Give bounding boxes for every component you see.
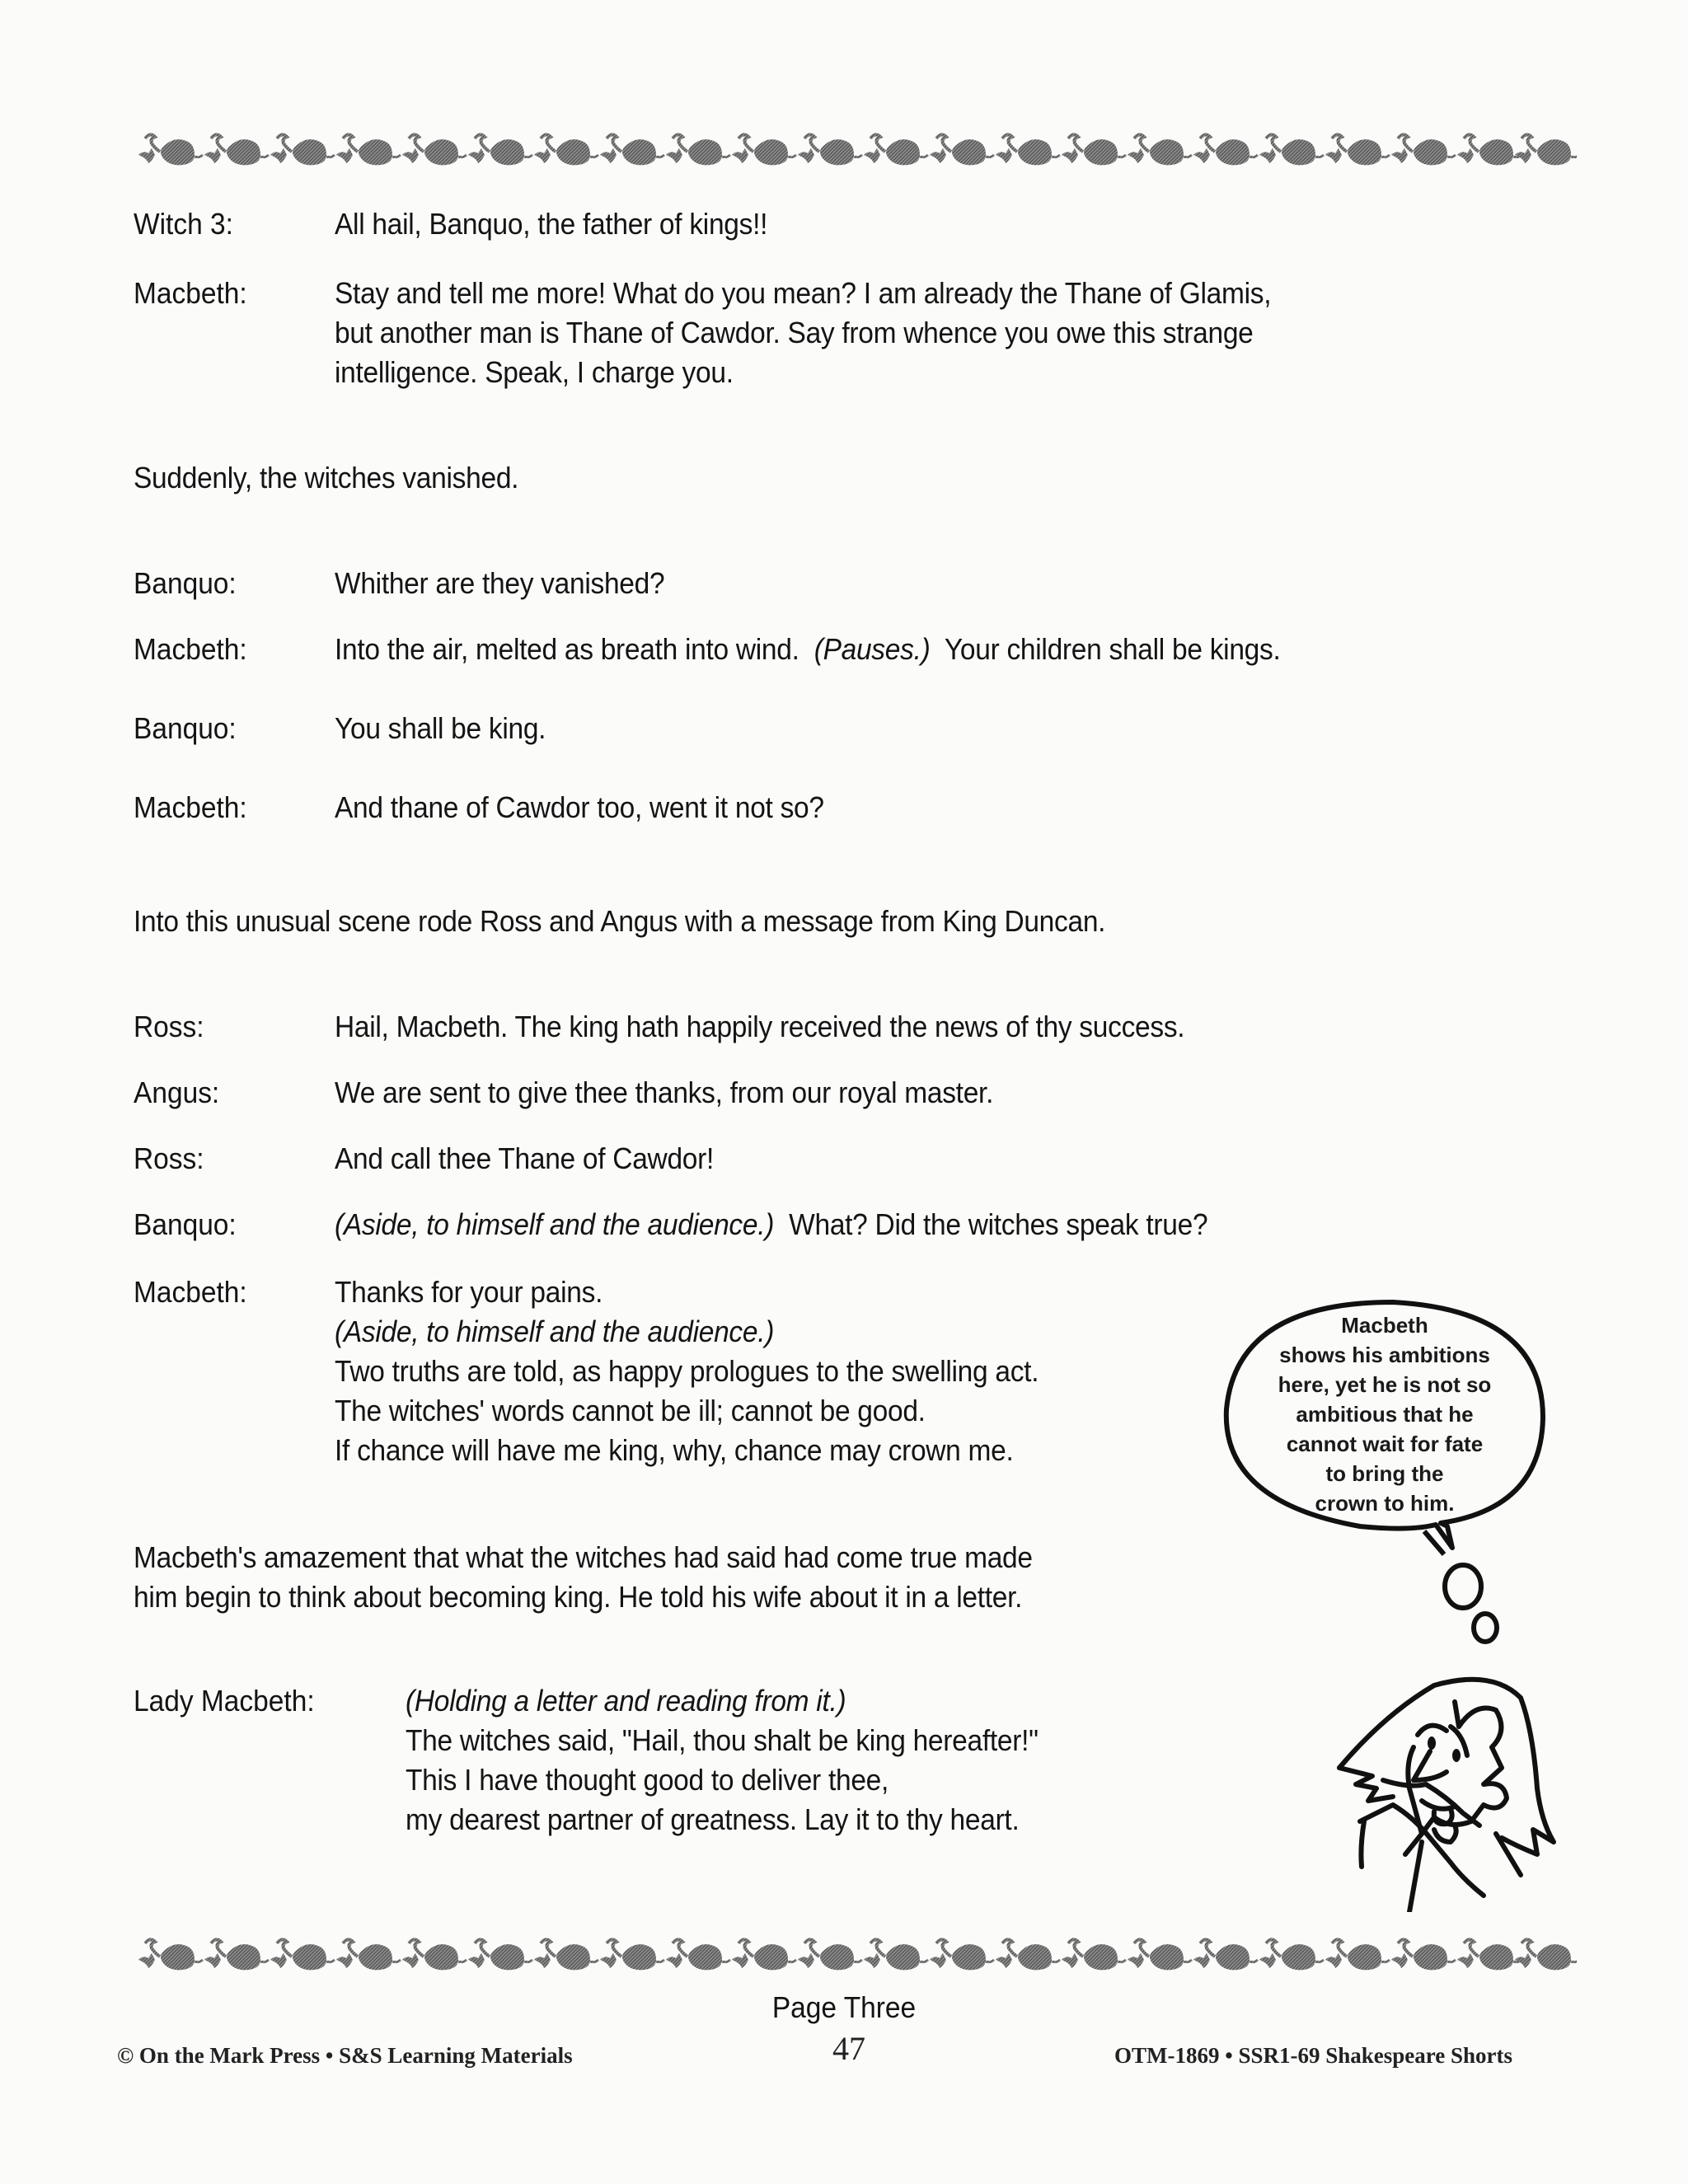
dialogue-line xyxy=(335,630,1280,669)
speaker-label: Macbeth: xyxy=(134,1275,247,1309)
stage-direction: (Holding a letter and reading from it.) xyxy=(406,1684,846,1718)
speaker-label: Macbeth: xyxy=(134,632,247,666)
dialogue-line: All hail, Banquo, the father of kings!! xyxy=(335,207,768,241)
page-label: Page Three xyxy=(771,1990,917,2024)
dialogue-line: Thanks for your pains. xyxy=(335,1275,603,1309)
dialogue-line: And thane of Cawdor too, went it not so? xyxy=(335,790,824,824)
dialogue-text: What? Did the witches speak true? xyxy=(789,1207,1208,1241)
speaker-label: Ross: xyxy=(134,1141,204,1175)
speaker-label: Banquo: xyxy=(134,566,237,600)
product-code-footer: OTM-1869 • SSR1-69 Shakespeare Shorts xyxy=(1114,2043,1512,2068)
narration-line: Into this unusual scene rode Ross and Angus with a message from King Duncan. xyxy=(134,904,1106,938)
dialogue-line: The witches said, "Hail, thou shalt be king hereafter!" xyxy=(406,1723,1039,1757)
dialogue-line xyxy=(335,1205,1207,1244)
speaker-label: Lady Macbeth: xyxy=(134,1684,315,1718)
speaker-label: Banquo: xyxy=(134,1207,237,1241)
stage-direction: (Aside, to himself and the audience.) xyxy=(335,1315,775,1348)
narration-line: him begin to think about becoming king. He told his wife about it in a letter. xyxy=(134,1580,1023,1614)
dialogue-line: my dearest partner of greatness. Lay it to thy heart. xyxy=(406,1802,1020,1836)
ivy-border-top-icon xyxy=(138,130,1577,171)
speaker-label: Witch 3: xyxy=(134,207,233,241)
dialogue-text: Into the air, melted as breath into wind. xyxy=(335,632,799,666)
speaker-label: Banquo: xyxy=(134,711,237,745)
page-number: 47 xyxy=(832,2030,865,2067)
speaker-label: Macbeth: xyxy=(134,276,247,310)
dialogue-line: Whither are they vanished? xyxy=(335,566,665,600)
stage-direction: (Aside, to himself and the audience.) xyxy=(335,1207,775,1241)
ivy-border-bottom-icon xyxy=(138,1935,1577,1976)
dialogue-line: And call thee Thane of Cawdor! xyxy=(335,1141,715,1175)
dialogue-line: intelligence. Speak, I charge you. xyxy=(335,355,734,389)
dialogue-text: Your children shall be kings. xyxy=(944,632,1281,666)
dialogue-line: Hail, Macbeth. The king hath happily received the news of thy success. xyxy=(335,1010,1185,1043)
dialogue-line: If chance will have me king, why, chance may crown me. xyxy=(335,1433,1014,1467)
dialogue-line: but another man is Thane of Cawdor. Say from whence you owe this strange xyxy=(335,316,1254,349)
dialogue-line: You shall be king. xyxy=(335,711,546,745)
stage-direction: (Pauses.) xyxy=(814,632,931,666)
speaker-label: Angus: xyxy=(134,1076,220,1109)
dialogue-line: Two truths are told, as happy prologues to the swelling act. xyxy=(335,1354,1039,1388)
dialogue-line: Stay and tell me more! What do you mean? I am already the Thane of Glamis, xyxy=(335,276,1272,310)
macbeth-portrait-icon xyxy=(1286,1665,1582,1912)
speaker-label: Ross: xyxy=(134,1010,204,1043)
speaker-label: Macbeth: xyxy=(134,790,247,824)
dialogue-line: This I have thought good to deliver thee, xyxy=(406,1763,889,1797)
dialogue-line: We are sent to give thee thanks, from our royal master. xyxy=(335,1076,994,1109)
dialogue-line: The witches' words cannot be ill; cannot be good. xyxy=(335,1394,926,1427)
narration-line: Macbeth's amazement that what the witches had said had come true made xyxy=(134,1540,1033,1574)
narration-line: Suddenly, the witches vanished. xyxy=(134,461,519,494)
copyright-footer: © On the Mark Press • S&S Learning Materials xyxy=(117,2043,573,2068)
thought-bubble-text: Macbeth shows his ambitions here, yet he is not so ambitious that he cannot wait for fate to bring the crown to him. xyxy=(1278,1313,1492,1516)
